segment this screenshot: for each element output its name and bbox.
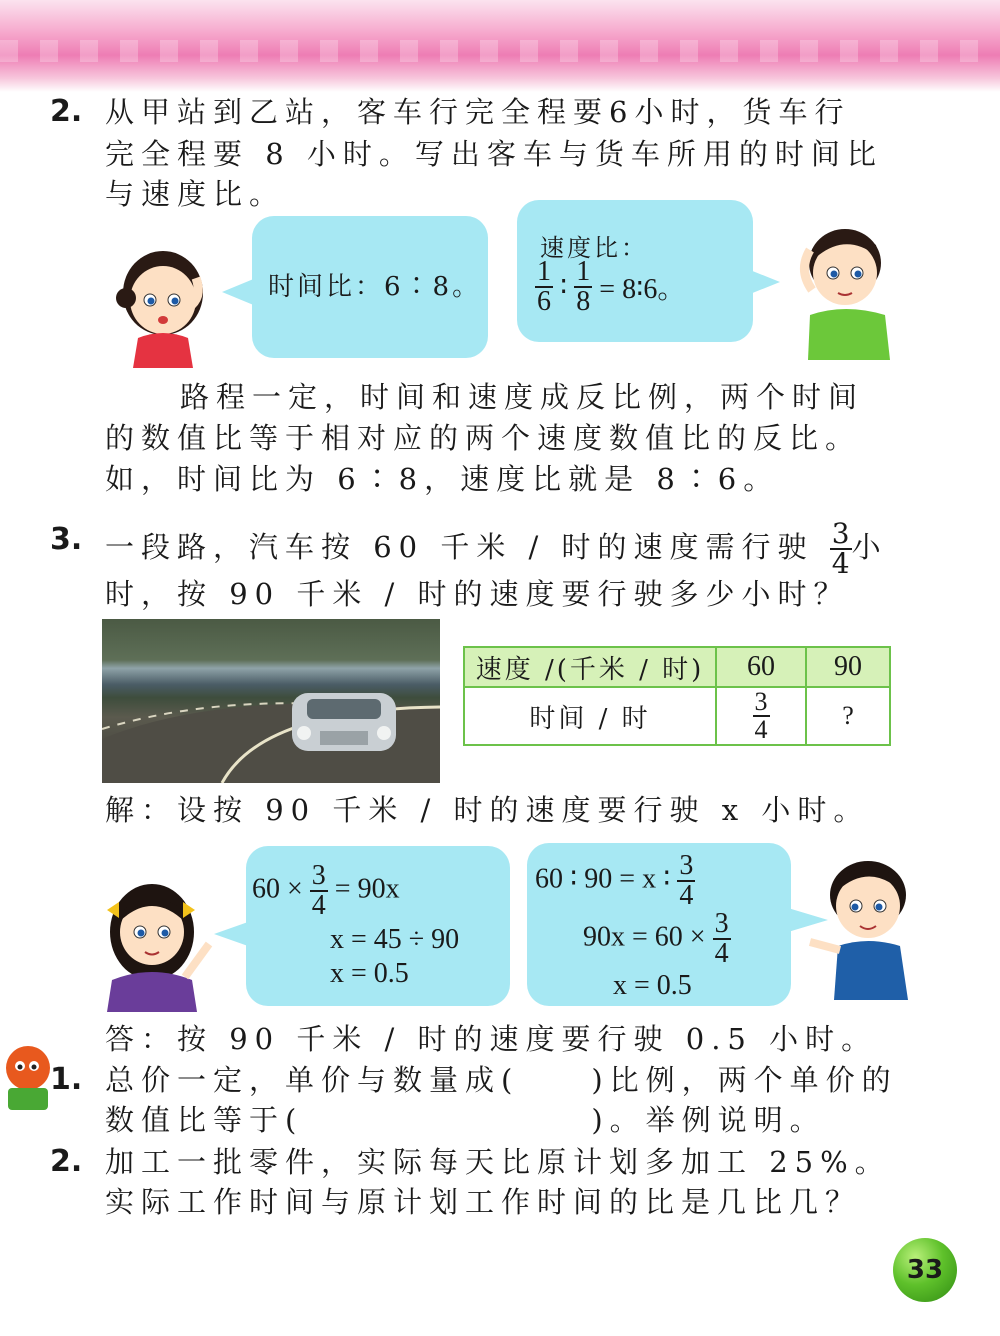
exercise-2-number: 2.	[50, 1144, 83, 1179]
speed-time-table	[463, 646, 891, 746]
car-road-illustration	[102, 619, 440, 783]
explanation-line-1: 路程一定，时间和速度成反比例，两个时间	[180, 380, 865, 414]
boy-equation-line-3: x = 0.5	[613, 970, 692, 1001]
fraction-one-eighth: $\frac{1}{8}$	[576, 256, 591, 317]
boy-equation-line-1: 60 ∶ 90 = x ∶ $\frac{3}{4}$	[535, 850, 694, 911]
girl-pointing-illustration	[97, 872, 217, 1012]
problem-2-line-2: 完全程要 8 小时。写出客车与货车所用的时间比	[105, 137, 883, 171]
exercise-1-line-1: 总价一定，单价与数量成( )比例，两个单价的	[105, 1063, 898, 1097]
problem-3-line-2: 时，按 90 千米 / 时的速度要行驶多少小时？	[105, 577, 850, 611]
exercise-1-line-2: 数值比等于( )。举例说明。	[105, 1103, 826, 1137]
girl-equation-line-3: x = 0.5	[330, 958, 409, 989]
table-time-unknown: ?	[806, 687, 890, 745]
speed-ratio-title: 速度比：	[540, 234, 648, 262]
table-time-three-quarters: $\frac{3}{4}$	[716, 687, 806, 745]
explanation-line-3: 如，时间比为 6∶8，速度比就是 8∶6。	[105, 462, 780, 496]
mascot-icon	[0, 1040, 55, 1115]
boy-pointing-illustration	[800, 850, 925, 1000]
problem-3-number: 3.	[50, 522, 83, 557]
fraction-one-sixth: $\frac{1}{6}$	[537, 256, 551, 317]
problem-2-line-1: 从甲站到乙站，客车行完全程要6小时，货车行	[105, 95, 851, 129]
car-on-road-photo	[102, 619, 440, 783]
time-ratio-text: 时间比：6∶8。	[268, 272, 482, 302]
time-ratio-bubble-tail	[222, 278, 256, 306]
boy-character-illustration	[790, 215, 910, 360]
table-speed-60: 60	[716, 647, 806, 687]
problem-2-line-3: 与速度比。	[105, 177, 286, 211]
answer-statement: 答：按 90 千米 / 时的速度要行驶 0.5 小时。	[105, 1022, 878, 1056]
problem-3-line-1: 一段路，汽车按 60 千米 / 时的速度需行驶 $\frac{3}{4}$ 小	[105, 517, 888, 580]
girl-equation-line-2: x = 45 ÷ 90	[330, 924, 460, 955]
table-speed-90: 90	[806, 647, 890, 687]
exercise-2-line-2: 实际工作时间与原计划工作时间的比是几比几？	[105, 1185, 862, 1219]
fraction-three-quarters: $\frac{3}{4}$	[831, 517, 850, 580]
speed-ratio-bubble-tail	[750, 270, 780, 294]
speed-ratio-expression: $\frac{1}{6}$ ∶ $\frac{1}{8}$ = 8∶6。	[537, 256, 686, 317]
girl-equation-bubble-tail	[214, 922, 248, 946]
table-header-time: 时间 / 时	[464, 687, 716, 745]
table-header-speed: 速度 /(千米 / 时)	[464, 647, 716, 687]
girl-equation-line-1: 60 × $\frac{3}{4}$ = 90x	[252, 860, 400, 921]
problem-2-number: 2.	[50, 94, 83, 129]
girl-character-illustration	[108, 238, 218, 368]
page-number-badge: 33	[893, 1238, 957, 1302]
exercise-2-line-1: 加工一批零件，实际每天比原计划多加工 25%。	[105, 1145, 891, 1179]
explanation-line-2: 的数值比等于相对应的两个速度数值比的反比。	[105, 421, 862, 455]
boy-equation-line-2: 90x = 60 × $\frac{3}{4}$	[583, 908, 729, 969]
exercise-1-number: 1.	[50, 1062, 83, 1097]
solution-statement: 解：设按 90 千米 / 时的速度要行驶 x 小时。	[105, 793, 870, 827]
top-decoration-band	[0, 0, 1000, 92]
